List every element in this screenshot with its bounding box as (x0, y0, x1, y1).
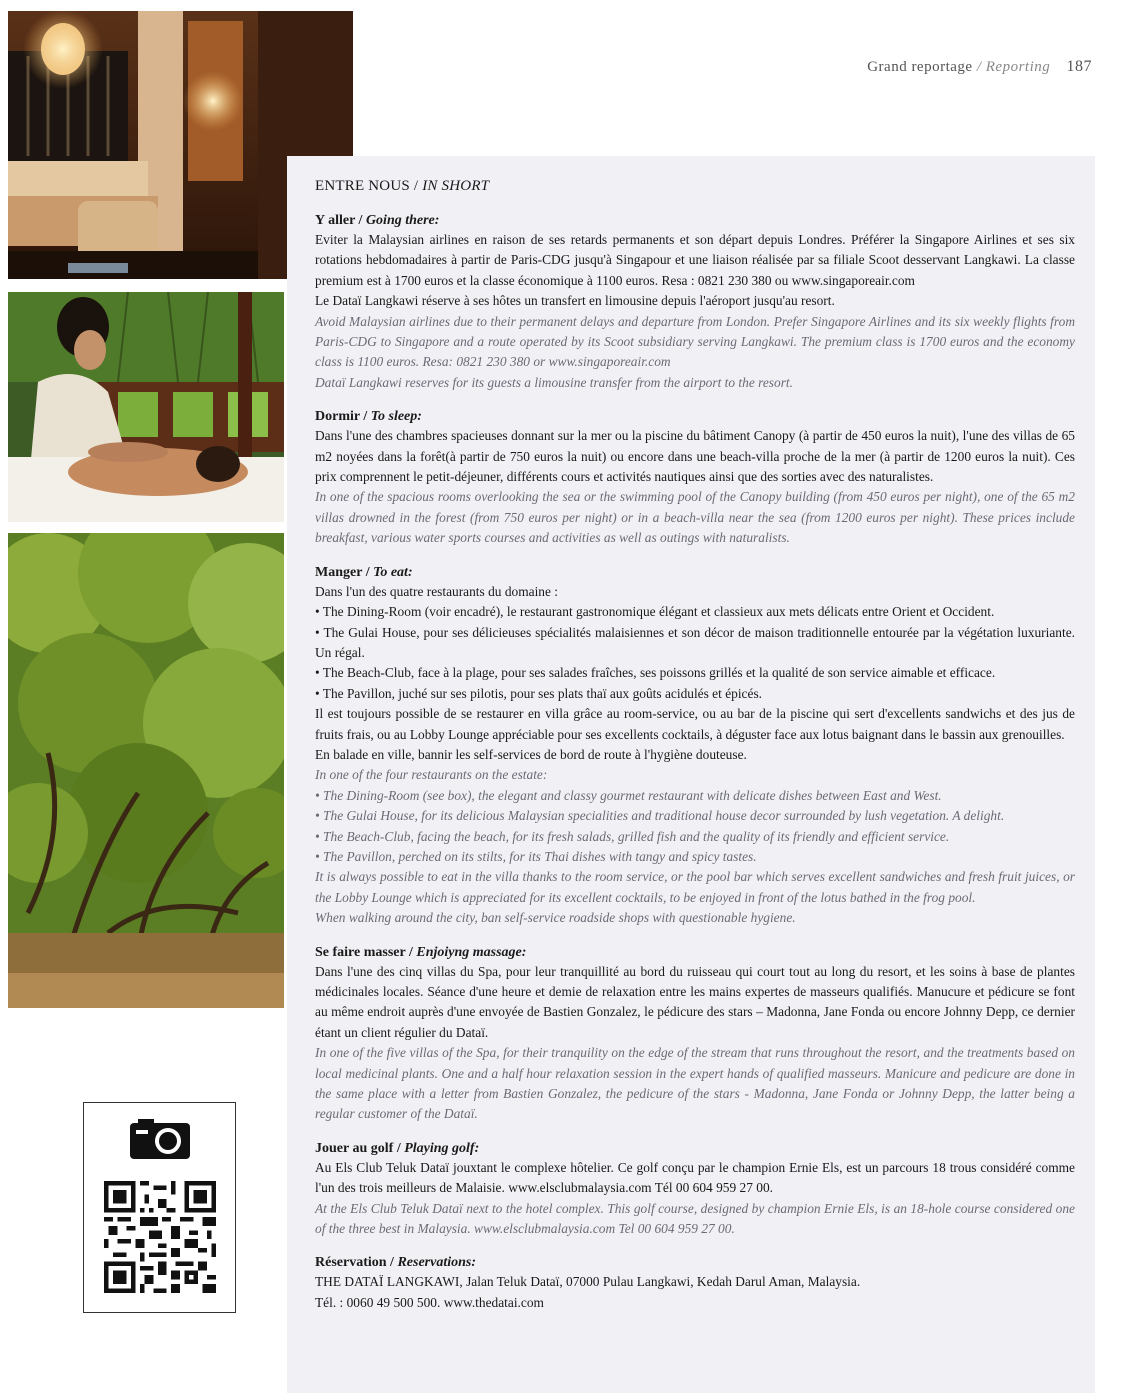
text-en: In one of the four restaurants on the estate: (315, 767, 548, 783)
text-en: Avoid Malaysian airlines due to their permanent delays and departure from London. Prefer Singapore Airlines and its six weekly flights from Paris-CDG to Singapore and a route operated by its Scoot subsidiary serving Langkawi. The premium class is 1700 euros and the economy class is 1100 euros. Resa: 0821 230 380 or www.singaporeair.com (315, 313, 1075, 370)
heading-en: To eat: (373, 564, 413, 580)
list-item: • The Dining-Room (see box), the elegant and classy gourmet restaurant with delicate dishes between East and West. (315, 786, 1075, 806)
heading-en: Going there: (365, 213, 440, 228)
section-going-there (315, 213, 1075, 393)
list-item: • The Beach-Club, facing the beach, for its fresh salads, grilled fish and the quality of its friendly and efficient service. (315, 827, 1075, 847)
text-en: Dataï Langkawi reserves for its guests a limousine transfer from the airport to the resort. (315, 374, 793, 390)
info-panel (287, 156, 1095, 1393)
heading-en: To sleep: (370, 409, 422, 425)
restaurant-list-en (315, 786, 1075, 868)
photo-mangrove-forest (8, 533, 284, 1008)
text-fr: Il est toujours possible de se restaurer en villa grâce au room-service, ou au bar de la piscine qui sert d'excellents sandwichs et des jus de fruits frais, ou au Lobby Lounge appréciable pour ses excellents cocktails, à déguster face aux lotus baignant dans le bassin aux grenouilles. (315, 706, 1075, 742)
heading-fr: Manger (315, 564, 363, 580)
heading-en: Reservations: (397, 1255, 476, 1271)
header-section-fr: Grand reportage (867, 59, 973, 75)
heading-fr: Dormir (315, 409, 360, 425)
text-en: It is always possible to eat in the villa thanks to the room service, or the pool bar which serves excellent sandwiches and fresh fruit juices, or the Lobby Lounge which is appreciated for its excellent cocktails, to be enjoyed in front of the lotus bathed in the frog pool. (315, 869, 1075, 905)
section-to-sleep (315, 409, 1075, 548)
restaurant-list-fr (315, 602, 1075, 704)
running-head (867, 58, 1092, 76)
text-fr: Dans l'une des cinq villas du Spa, pour leur tranquillité au bord du ruisseau qui court tout au long du resort, et les soins à base de plantes médicinales locales. Séance d'une heure et demie de relaxation entre les mains expertes de masseurs qualifiés. Manucure et pédicure se font au même endroit auprès d'une envoyée de Bastien Gonzalez, le pédicure des stars – Madonna, Jane Fonda ou encore Johnny Depp, ce dernier étant un client régulier du Dataï. (315, 963, 1075, 1040)
list-item: • The Pavillon, juché sur ses pilotis, pour ses plats thaï aux goûts acidulés et épicés. (315, 684, 1075, 704)
panel-title-fr: ENTRE NOUS (315, 178, 410, 194)
heading-en: Playing golf: (404, 1140, 480, 1156)
list-item: • The Pavillon, perched on its stilts, for its Thai dishes with tangy and spicy tastes. (315, 847, 1075, 867)
header-separator: / (976, 59, 982, 75)
section-massage (315, 945, 1075, 1125)
photo-spa-massage (8, 292, 284, 522)
hotel-phone: Tél. : 0060 49 500 500. www.thedatai.com (315, 1294, 544, 1310)
hotel-address: THE DATAÏ LANGKAWI, Jalan Teluk Dataï, 07000 Pulau Langkawi, Kedah Darul Aman, Malaysia. (315, 1274, 861, 1290)
text-en: In one of the five villas of the Spa, for their tranquility on the edge of the stream that runs throughout the resort, and the treatments based on local medicinal plants. One and a half hour relaxation session in the expert hands of qualified masseurs. Manicure and pedicure are done in the same place with a letter from Bastien Gonzalez, the pedicure of the stars - Madonna, Jane Fonda or Johnny Depp, the latter being a regular customer of the Dataï. (315, 1045, 1075, 1122)
section-heading: Jouer au golf / Playing golf: (315, 1140, 480, 1156)
heading-fr: Se faire masser (315, 944, 406, 960)
section-heading: Manger / To eat: (315, 564, 413, 580)
text-en: When walking around the city, ban self-service roadside shops with questionable hygiene. (315, 910, 796, 926)
qr-code-box[interactable] (83, 1102, 236, 1313)
section-to-eat (315, 565, 1075, 929)
header-section-en: Reporting (985, 59, 1051, 75)
list-item: • The Gulai House, for its delicious Malaysian specialities and traditional house decor surrounded by lush vegetation. A delight. (315, 806, 1075, 826)
text-fr: Eviter la Malaysian airlines en raison de ses retards permanents et son départ depuis Londres. Préférer la Singapore Airlines et ses six rotations hebdomadaires à partir de Paris-CDG jusqu'à Singapour et une liaison réalisée par sa filiale Scoot desservant Langkawi. La classe premium est à 1700 euros et la classe économique à 1100 euros. Resa : 0821 230 380 ou www.singaporeair.com (315, 232, 1075, 288)
text-fr: Au Els Club Teluk Dataï jouxtant le complexe hôtelier. Ce golf conçu par le champion Ernie Els, est un parcours 18 trous considéré comme l'un des trois meilleurs de Malaisie. www.elsclubmalaysia.com Tél 00 604 959 27 00. (315, 1159, 1075, 1196)
section-golf (315, 1141, 1075, 1240)
section-heading: Dormir / To sleep: (315, 409, 422, 425)
section-heading: Réservation / Reservations: (315, 1255, 476, 1271)
list-item: • The Dining-Room (voir encadré), le restaurant gastronomique élégant et classieux aux mets délicats entre Orient et Occident. (315, 602, 1075, 622)
page-number: 187 (1066, 58, 1092, 75)
panel-title-en: IN SHORT (422, 178, 490, 194)
text-fr: Dans l'un des quatre restaurants du domaine : (315, 583, 559, 599)
list-item: • The Gulai House, pour ses délicieuses spécialités malaisiennes et son décor de maison traditionnelle entourée par la végétation luxuriante. Un régal. (315, 623, 1075, 664)
text-fr: Le Dataï Langkawi réserve à ses hôtes un transfert en limousine depuis l'aéroport jusqu'au resort. (315, 293, 835, 309)
heading-fr: Jouer au golf (315, 1140, 394, 1156)
heading-en: Enjoiyng massage: (416, 944, 527, 960)
text-fr: Dans l'une des chambres spacieuses donnant sur la mer ou la piscine du bâtiment Canopy (à partir de 450 euros la nuit), l'une des villas de 65 m2 noyées dans la forêt(à partir de 750 euros la nuit) ou encore dans une beach-villa proche de la mer (à partir de 1200 euros la nuit). Ces prix comprennent le petit-déjeuner, différents cours et activités nautiques ainsi que des sorties avec des naturalistes. (315, 428, 1075, 485)
section-reservation (315, 1255, 1075, 1313)
panel-title: ENTRE NOUS / IN SHORT (315, 178, 490, 194)
section-heading: Se faire masser / Enjoiyng massage: (315, 944, 527, 960)
heading-fr: Y aller (315, 213, 356, 228)
section-heading: Y aller / Going there: (315, 213, 440, 228)
qr-code (104, 1181, 216, 1293)
list-item: • The Beach-Club, face à la plage, pour ses salades fraîches, ses poissons grillés et la qualité de son service aimable et efficace. (315, 663, 1075, 683)
text-fr: En balade en ville, bannir les self-services de bord de route à l'hygiène douteuse. (315, 746, 747, 762)
heading-fr: Réservation (315, 1255, 387, 1271)
text-en: At the Els Club Teluk Dataï next to the hotel complex. This golf course, designed by champion Ernie Els, is an 18-hole course considered one of the three best in Malaysia. www.elsclubmalaysia.com Tel 00 604 959 27 00. (315, 1200, 1075, 1237)
text-en: In one of the spacious rooms overlooking the sea or the swimming pool of the Canopy building (from 450 euros per night), one of the 65 m2 villas drowned in the forest (from 750 euros per night) or in a beach-villa near the sea (from 1200 euros per night). These prices include breakfast, various water sports courses and activities as well as outings with naturalists. (315, 489, 1075, 546)
